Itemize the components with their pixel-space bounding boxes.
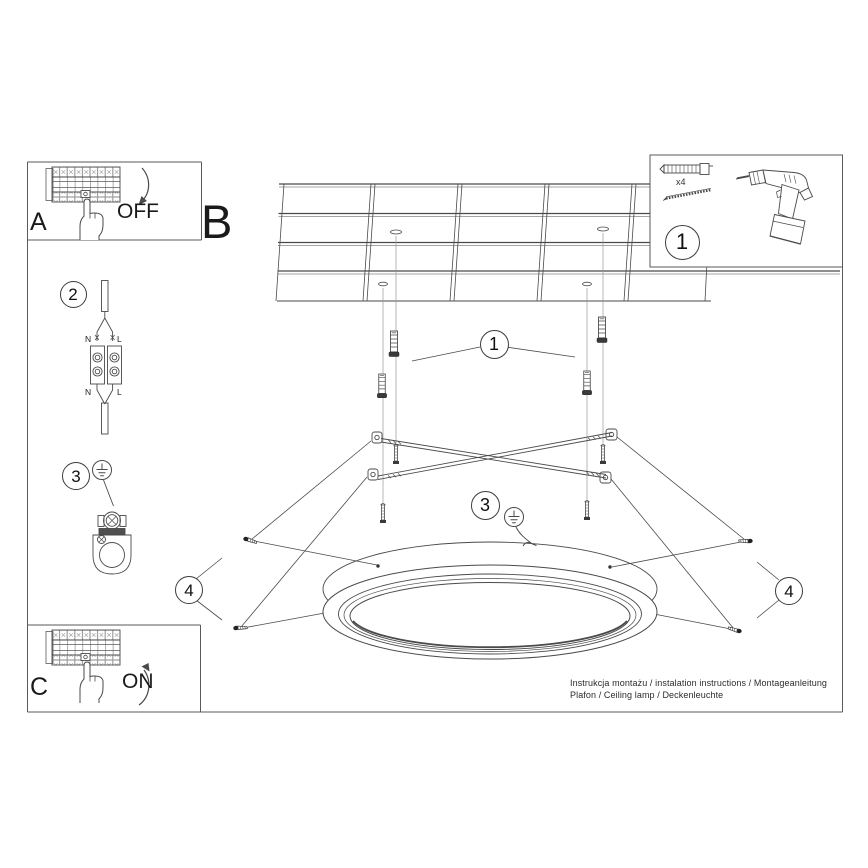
callout-step3-left: 3 (62, 462, 90, 490)
alignment-lines (383, 233, 603, 502)
wire-label-n-bottom: N (85, 387, 92, 397)
switch-on-label: ON (122, 670, 154, 693)
footer-product-line: Plafon / Ceiling lamp / Deckenleuchte (570, 690, 724, 700)
section-a-label: A (30, 208, 47, 236)
wire-label-n-top: N (85, 334, 92, 344)
section-b-label: B (201, 195, 233, 248)
callout-step4-right: 4 (775, 577, 803, 605)
switch-off-label: OFF (117, 200, 159, 223)
callout-step3-centre: 3 (471, 491, 500, 520)
ceiling-lamp (323, 542, 657, 659)
callout-step1-box: 1 (665, 225, 700, 260)
callout-step4-left: 4 (175, 576, 203, 604)
callout-step2: 2 (60, 281, 87, 308)
wire-label-l-top: L (117, 334, 122, 344)
wiring-diagram (91, 281, 122, 435)
mounting-bracket-cross (368, 429, 617, 483)
footer-instructions-line: Instrukcja montażu / instalation instructions / Montageanleitung (570, 678, 828, 688)
section-c-label: C (30, 673, 49, 701)
callout-step1-centre: 1 (480, 330, 509, 359)
earth-clamp (93, 461, 132, 575)
ground-symbol-centre (505, 508, 532, 544)
wire-label-l-bottom: L (117, 387, 122, 397)
ceiling-hole-marks (379, 227, 609, 286)
anchor-quantity-label: x4 (676, 177, 686, 187)
terminal-screws (93, 353, 119, 376)
